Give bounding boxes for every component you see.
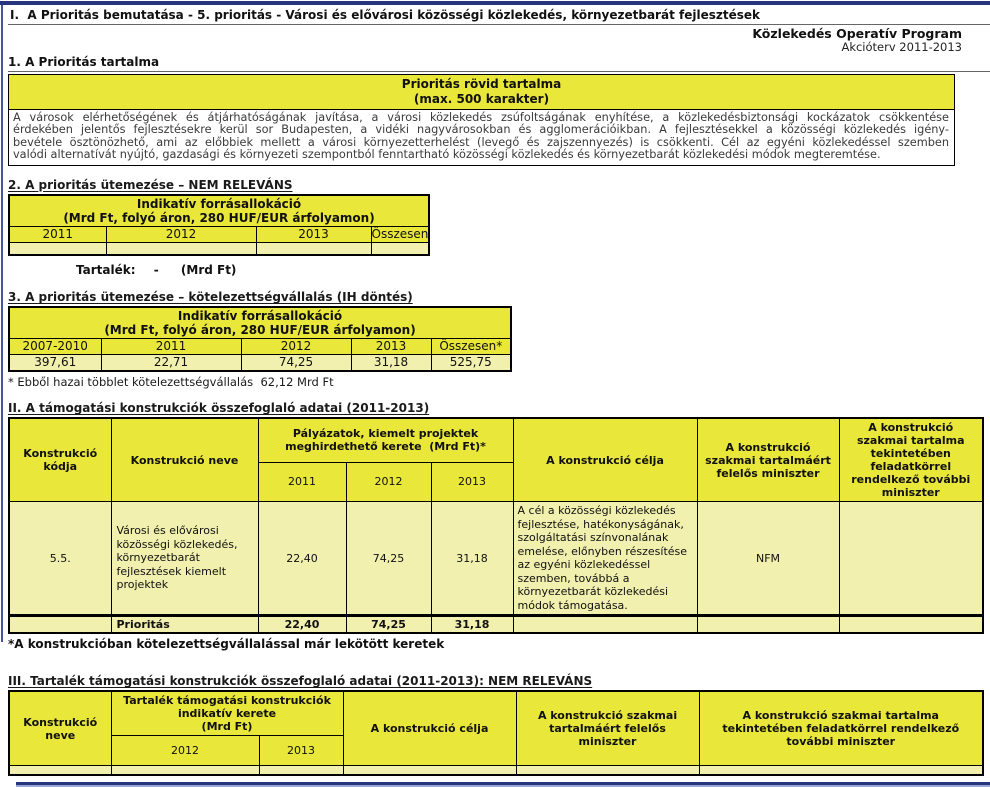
empty-cell bbox=[9, 242, 106, 255]
reserve-value: - bbox=[153, 263, 159, 278]
col-header-reserve-group bbox=[111, 691, 343, 736]
total-header: Összesen* bbox=[431, 339, 511, 355]
summary-line: érdekében jelentős fejlesztésekre kerül sor Budapesten, a vidéki nagyvárosokban és agglomerációikban. A fejlesztésekkel a közösségi közlekedés igény- bbox=[13, 123, 949, 137]
priority-total-value: 31,18 bbox=[431, 616, 513, 634]
year-header: 2013 bbox=[351, 339, 431, 355]
empty-cell bbox=[256, 242, 371, 255]
col-header-other-minister: A konstrukció szakmai tartalma tekintetében feladatkörrel rendelkező további miniszter bbox=[699, 691, 983, 766]
section1-heading: 1. A Prioritás tartalma bbox=[8, 55, 990, 72]
priority-summary-header bbox=[8, 74, 955, 110]
section3-footnote: * Ebből hazai többlet kötelezettségvállalás 62,12 Mrd Ft bbox=[8, 375, 334, 390]
section-ii-footnote: *A konstrukcióban kötelezettségvállalással már lekötött keretek bbox=[8, 637, 445, 652]
priority-total-value: 22,40 bbox=[258, 616, 346, 634]
reserve-group-line3: (Mrd Ft) bbox=[201, 720, 253, 734]
col-header-other-minister: A konstrukció szakmai tartalma tekintetében feladatkörrel rendelkező további miniszter bbox=[839, 418, 983, 502]
value-cell: 74,25 bbox=[346, 502, 431, 616]
reserve-label: Tartalék: bbox=[76, 263, 136, 278]
reserve-constructions-table bbox=[8, 690, 984, 776]
value-cell: 31,18 bbox=[351, 355, 431, 372]
year-header: 2011 bbox=[258, 462, 346, 501]
empty-cell bbox=[9, 616, 111, 634]
value-cell: 22,71 bbox=[101, 355, 241, 372]
summary-line: bevétele ösztönözhető, ami az előbbiek mellett a városi környezetterhelést (levegő és zajszennyezés) is csökkenti. Cél az egyéni közlekedéssel szemben bbox=[13, 135, 949, 149]
year-header: 2012 bbox=[106, 226, 256, 242]
allocation-header-line2: (Mrd Ft, folyó áron, 280 HUF/EUR árfolyamon) bbox=[104, 323, 416, 338]
empty-cell bbox=[697, 616, 839, 634]
empty-cell bbox=[106, 242, 256, 255]
value-cell: 397,61 bbox=[9, 355, 101, 372]
allocation-table-header bbox=[9, 307, 511, 339]
bottom-navy-rule bbox=[16, 782, 990, 787]
responsible-minister: NFM bbox=[697, 502, 839, 616]
construction-name: Városi és elővárosi közösségi közlekedés, környezetbarát fejlesztések kiemelt projektek bbox=[111, 502, 258, 616]
section2-heading: 2. A prioritás ütemezése – NEM RELEVÁNS bbox=[8, 177, 293, 192]
col-header-name: Konstrukció neve bbox=[9, 691, 111, 766]
program-name: Közlekedés Operatív Program bbox=[752, 26, 962, 41]
col-header-name: Konstrukció neve bbox=[111, 418, 258, 502]
section-ii-heading: II. A támogatási konstrukciók összefoglaló adatai (2011-2013) bbox=[8, 401, 430, 416]
allocation-header-line2: (Mrd Ft, folyó áron, 280 HUF/EUR árfolyamon) bbox=[63, 210, 375, 225]
empty-cell bbox=[516, 766, 699, 775]
allocation-header-line1: Indikatív forrásallokáció bbox=[177, 309, 343, 324]
col-header-minister: A konstrukció szakmai tartalmáért felelős miniszter bbox=[697, 418, 839, 502]
budget-group-line1: Pályázatok, kiemelt projektek bbox=[292, 427, 479, 441]
allocation-header-line1: Indikatív forrásallokáció bbox=[136, 196, 302, 211]
col-header-code: Konstrukció kódja bbox=[9, 418, 111, 502]
value-cell: 31,18 bbox=[431, 502, 513, 616]
section3-commitment-table bbox=[8, 306, 512, 372]
year-header: 2007-2010 bbox=[9, 339, 101, 355]
col-header-minister: A konstrukció szakmai tartalmáért felelős miniszter bbox=[516, 691, 699, 766]
construction-code: 5.5. bbox=[9, 502, 111, 616]
priority-total-label: Prioritás bbox=[111, 616, 258, 634]
left-navy-rule bbox=[1, 5, 3, 642]
constructions-summary-table bbox=[8, 417, 984, 634]
empty-cell bbox=[111, 766, 259, 775]
section-iii-heading: III. Tartalék támogatási konstrukciók összefoglaló adatai (2011-2013): NEM RELEVÁNS bbox=[8, 674, 593, 689]
section3-heading: 3. A prioritás ütemezése – kötelezettségvállalás (IH döntés) bbox=[8, 290, 413, 305]
budget-group-line2: meghirdethető kerete (Mrd Ft)* bbox=[285, 440, 486, 454]
construction-purpose: A cél a közösségi közlekedés fejlesztése, hatékonyságának, szolgáltatási színvonalának emelése, előnyben részesítése az egyéni közlekedéssel szemben, továbbá a környezetbarát közlekedési módok támogatása. bbox=[513, 502, 697, 616]
allocation-table-header bbox=[9, 195, 429, 227]
value-cell: 74,25 bbox=[241, 355, 351, 372]
priority-summary-limit: (max. 500 karakter) bbox=[413, 91, 550, 106]
total-header: Összesen bbox=[371, 226, 429, 241]
priority-summary-title: Prioritás rövid tartalma bbox=[401, 77, 562, 91]
priority-total-value: 74,25 bbox=[346, 616, 431, 634]
summary-line: A városok elérhetőségének és átjárhatóságának javítása, a városi közlekedés zsúfoltságának enyhítése, a közlekedésbiztonsági kockázatok csökkentése bbox=[13, 111, 949, 124]
year-header: 2012 bbox=[346, 462, 431, 501]
year-header: 2012 bbox=[241, 339, 351, 355]
col-header-purpose: A konstrukció célja bbox=[513, 418, 697, 502]
empty-cell bbox=[9, 766, 111, 775]
priority-summary-text bbox=[8, 110, 955, 166]
year-header: 2013 bbox=[256, 226, 371, 242]
reserve-unit: (Mrd Ft) bbox=[180, 263, 237, 278]
document-title: I. A Prioritás bemutatása - 5. prioritás - Városi és elővárosi közösségi közlekedés, környezetbarát fejlesztések bbox=[8, 5, 990, 25]
value-cell: 525,75 bbox=[431, 355, 511, 372]
reserve-group-line1: Tartalék támogatási konstrukciók bbox=[123, 694, 331, 708]
empty-cell bbox=[839, 616, 983, 634]
other-minister bbox=[839, 502, 983, 616]
empty-cell bbox=[699, 766, 983, 775]
year-header: 2013 bbox=[259, 736, 343, 766]
year-header: 2011 bbox=[101, 339, 241, 355]
empty-cell bbox=[371, 242, 429, 255]
col-header-budget-group bbox=[258, 418, 513, 462]
year-header: 2013 bbox=[431, 462, 513, 501]
year-header: 2012 bbox=[111, 736, 259, 766]
actionplan-label: Akcióterv 2011-2013 bbox=[841, 40, 962, 54]
reserve-line bbox=[76, 263, 990, 277]
empty-cell bbox=[259, 766, 343, 775]
summary-line: valódi alternatívát nyújtó, gazdasági és környezeti szempontból fenntartható közösségi közlekedés és környezetbarát közlekedési módok megteremtése. bbox=[13, 148, 881, 162]
document-header-right bbox=[8, 27, 990, 54]
section2-allocation-table bbox=[8, 194, 430, 257]
empty-cell bbox=[343, 766, 516, 775]
value-cell: 22,40 bbox=[258, 502, 346, 616]
reserve-group-line2: indikatív kerete bbox=[177, 707, 277, 721]
col-header-purpose: A konstrukció célja bbox=[343, 691, 516, 766]
year-header: 2011 bbox=[9, 226, 106, 242]
empty-cell bbox=[513, 616, 697, 634]
